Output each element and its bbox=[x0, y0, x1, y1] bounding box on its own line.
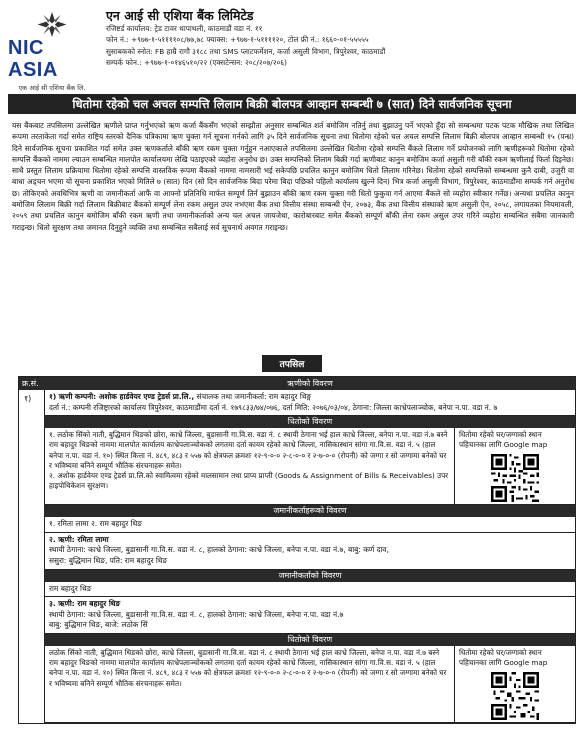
guarantor-address: स्थायी ठेगाना: काभ्रे जिल्ला, बुडासानी गा.वि.स. वडा नं. ८, हालको ठेगाना: काभ्रे जिल्ला, बनेपा न.पा. वडा नं.७, बाबु: कर्ण दाव, bbox=[49, 545, 389, 555]
borrower-3-address: स्थायी ठेगाना: काभ्रे जिल्ला, बुडासानी गा.वि.स. वडा नं. ८, हालको ठेगाना: काभ्रे जिल्ला, बनेपा न.पा. वडा नं.७ bbox=[49, 609, 344, 619]
collateral-row-2 bbox=[45, 646, 575, 723]
borrower-label: १) ऋणी कम्पनी: अशोक हार्डवेयर एण्ड ट्रेडर्स प्रा.लि., bbox=[49, 392, 195, 401]
notice-title: धितोमा रहेको चल अचल सम्पत्ति लिलाम बिक्री बोलपत्र आव्हान सम्बन्धी ७ (सात) दिने सार्वजनिक सूचना bbox=[8, 94, 576, 114]
borrower-director: संचालक तथा जमानीकर्ता: राम बहादुर थिङ्ग bbox=[196, 392, 312, 401]
logo-wordmark: NIC ASIA bbox=[8, 37, 58, 81]
borrower-3-relations: बाबु: बुद्धिमान थिङ, बाजे: लठोक सिं bbox=[49, 620, 148, 630]
borrower-registration: दर्ता नं.: कम्पनी रजिष्ट्रारको कार्यालय त्रिपुरेश्वर, काठमाडौंमा दर्ता नं. १७९८३३/७४/०७६, दर्ता मिति: २०७६/०३/०४, ठेगाना: जिल्ला काभ्रेपलाञ्चोक, बनेपा न.पा. वडा नं. ७ bbox=[49, 402, 498, 412]
borrower-3-details bbox=[45, 597, 575, 634]
table-header bbox=[19, 377, 575, 390]
collateral-item: २. अशोक हार्डवेयर एण्ड ट्रेडर्स प्रा.लि.को स्वामित्वमा रहेको मालसामान तथा प्राप्य प्राप्ती (Goods & Assignment of Bills & Receivables) उपर हाइपोथिकेशन सुरक्षण। bbox=[49, 471, 449, 491]
serial-number: १) bbox=[19, 390, 45, 723]
info-line: रजिष्टर्ड कार्यालय: ट्रेड टावर थापाथली, काठमाडौं वडा नं. ११ bbox=[106, 24, 263, 33]
borrower-3-label: ३. ऋणी: राम बहादुर थिङ bbox=[49, 599, 121, 609]
collateral-item-2: लठोक सिंको नाती, बुद्धिमान थिङको छोरा, काभ्रे जिल्ला, बुडासानी गा.वि.स. वडा नं. ८ स्थायी ठेगाना भई हाल काभ्रे जिल्ला, बनेपा न.पा. वडा नं.७ बस्ने राम बहादुर थिङको नाममा मालपोत कार्यालय काभ्रेपलाञ्चोकको लगतमा दर्ता कायम रहेको काभ्रे जिल्ला, नासिकास्थान सांगा गा.वि.स. वडा नं. ५ (हाल बनेपा न.पा. वडा नं. १०) स्थित कित्ता नं. ४८९, ४८३ र ५५७ को क्षेत्रफल क्रमशः १२-९-०-० २-८-०-० र २-७-०-० (रोपनी) को जग्गा र सो जग्गामा बनेको घर र भविष्यमा बनिने सम्पूर्ण भौतिक संरचनाहरू समेत। bbox=[45, 646, 455, 722]
collateral-row bbox=[45, 428, 575, 505]
info-line: सम्पर्क फोन.: +९७७-१-०१४६५१०/२२ (एक्सटेन्सन: २०८/२०७/२०६) bbox=[106, 58, 287, 68]
borrower-details bbox=[45, 390, 575, 416]
table-row bbox=[19, 390, 575, 723]
details-table bbox=[18, 376, 576, 724]
qr-code-icon[interactable] bbox=[491, 454, 539, 502]
guarantor-label: २. ऋणी: रमिता लामा bbox=[49, 534, 109, 544]
bank-logo bbox=[8, 6, 96, 92]
col-serial: क्र.सं. bbox=[22, 379, 39, 388]
col-borrower: ऋणीको विवरण bbox=[287, 379, 333, 388]
guarantors-list: १. रमिता लामा २. राम बहादुर थिङ bbox=[45, 517, 575, 533]
info-line: सुसाबकको स्नोत: FB हाम्रै रागौ ३१८८ तथा SMS प्लाटफर्मेशन, कर्जा असुली विभाग, त्रिपुरेश्वर, काठमाडौं bbox=[106, 46, 386, 56]
collateral-header: धितोको विवरण bbox=[45, 416, 575, 428]
header bbox=[8, 6, 576, 92]
map-note: धितोमा रहेको घर/जग्गाको स्थान पहिचानका लागि Google map bbox=[459, 430, 548, 450]
section-label: तपसिल bbox=[262, 355, 323, 372]
info-line: फोन नं.: +९७७-१-५११११०८/७७,७८ फ्याक्स: +९७७-१-५११११२०, टोल फ्री नं.: १६६०-०१-५५५५५ bbox=[106, 35, 369, 45]
notice-body: यस बैंकबाट तपसिलमा उल्लेखित ऋणीले प्राप्त गर्नुभएको ऋण कर्जा बैंकसँग भएको सम्झौता अनुसार सम्बन्धित शर्त बमोजिम नतिर्नु तथा बुझाउनु पर्ने भएको हुँदा सो सम्बन्धमा पटक पटक मौखिक तथा लिखित रूपमा तरताकेता गर्दा समेत राष्ट्रिय स्तरको दैनिक पत्रिकामा ऋण चुक्ता गर्न सूचना गर्नको लागि ३५ दिने सार्वजनिक सूचना तथा धितोमा रहेको चल अचल सम्पत्ति लिलाम बिक्री बोलपत्र आव्हान सम्बन्धी १५ (पन्ध्र) दिने सार्वजनिक सूचना प्रकाशित गर्दा समेत उक्त ऋणकर्ताले बाँकी ऋण रकम चुक्ता गर्नुहुन नआएकाले तपसिलमा उल्लेखित धितोमा रहेको सम्पत्ति बैंकले लिलाम गर्ने प्रयोजनको लागि ऋणीहरूको धितोमा रहेको सम्पत्ति बैंकको नाममा ल्याउन सम्बन्धित मालपोत कार्यालयमा लेखि पठाइएको व्यहोरा अनुरोध छ। उक्त सम्पत्तिको लिलाम बिक्री गर्दा ऋणीबाट कानुन बमोजिम कर्जा असुली गरी बाँकी रकम ऋणीलाई फिर्ता दिइनेछ। साथै प्रस्तुत लिलाम प्रक्रियामा धितोमा रहेको सम्पत्ति वास्तविक रूपमा बैंकको नाममा नामसारी भई सकेपछि प्रचलित कानुन बमोजिम धितो लिलाम गरिनेछ। धितोमा रहेको सम्पत्तिको सम्बन्धमा कुनै दाबी, उजुरी वा बाधा अड्चन भएमा यो सूचना प्रकाशित भएको मितिले ७ (सात) दिन (सो दिन सार्वजनिक बिदा परेमा बिदा पछिको पहिलो कार्यालय खुल्ने दिन) भित्र कर्जा असुली विभाग, त्रिपुरेश्वर, काठमाडौंमा सम्पर्क गर्न अनुरोध छ। तोकिएको अवधिभित्र ऋणी वा जमानीकर्ता आफैं वा आफ्नो प्रतिनिधि मार्फत सम्पूर्ण तिर्न बुझाउन बाँकी ऋण रकम चुक्ता गरी धितो फुकुवा गर्न आएमा बैंकले सो व्यहोरा स्वीकार गर्नेछ। अन्यथा प्रचलित कानुन बमोजिम लिलाम बिक्री गर्दा लिलाम बिक्रीबाट बैंकको सम्पूर्ण लेना रकम असुल उपर नभएमा बैंक तथा वित्तीय संस्था सम्बन्धी ऐन, २०७३, बैंक तथा वित्तीय संस्थाको ऋण असुली ऐन, २०५८, लगायतका नियमावली, २०५९ तथा प्रचलित कानुन बमोजिम बाँकी रकम ऋणी तथा जमानीकर्ताको अन्य चल अचल जायजेथा, कारोबारबाट समेत बैंकको सम्पूर्ण बाँकी लेना रकम असुल उपर गरिने व्यहोरा सम्बन्धित सबैमा जानकारी गराइन्छ। धितो सुरक्षण तथा जमानत दिनुहुने व्यक्ति तथा सम्बन्धित सबैलाई सर्व सूचनार्थ अवगत गराइन्छ। bbox=[12, 121, 574, 232]
collateral-item: १. लठोक सिंको नाती, बुद्धिमान थिङको छोरा, काभ्रे जिल्ला, बुडासानी गा.वि.स. वडा नं. ८ स्थायी ठेगाना भई हाल काभ्रे जिल्ला, बनेपा न.पा. वडा नं.७ बस्ने राम बहादुर थिङको नाममा मालपोत कार्यालय काभ्रेपलाञ्चोकको लगतमा दर्ता कायम रहेको काभ्रे जिल्ला, नासिकास्थान सांगा गा.वि.स. वडा नं. ५ (हाल बनेपा न.पा. वडा नं. १०) स्थित कित्ता नं. ४८९, ४८३ र ५५७ को क्षेत्रफल क्रमशः १२-९-०-० २-८-०-० र २-७-०-० (रोपनी) को जग्गा र सो जग्गामा बनेको घर र भविष्यमा बनिने सम्पूर्ण भौतिक संरचनाहरू समेत। bbox=[49, 430, 448, 470]
guarantor-details bbox=[45, 533, 575, 570]
collateral-header-2: धितोको विवरण bbox=[45, 634, 575, 646]
bank-name: एन आई सी एशिया बैंक लिमिटेड bbox=[106, 8, 254, 23]
bank-contact-info bbox=[96, 6, 576, 92]
star-logo-icon bbox=[37, 12, 67, 37]
map-note-2: धितोमा रहेको घर/जग्गाको स्थान पहिचानका लागि Google map bbox=[459, 647, 548, 667]
guarantor-relations: ससुरा: बुद्धिमान थिङ, पति: राम बहादुर थिङ bbox=[49, 555, 168, 565]
qr-code-icon[interactable] bbox=[491, 672, 539, 720]
guarantors-header: जमानीकर्ताहरूको विवरण bbox=[45, 505, 575, 517]
guarantor-name: राम बहादुर थिङ bbox=[45, 582, 575, 598]
logo-subtitle: एक आई सी एशिया बैंक लि. bbox=[18, 84, 86, 92]
guarantor-header-2: जमानीकर्ताको विवरण bbox=[45, 570, 575, 582]
